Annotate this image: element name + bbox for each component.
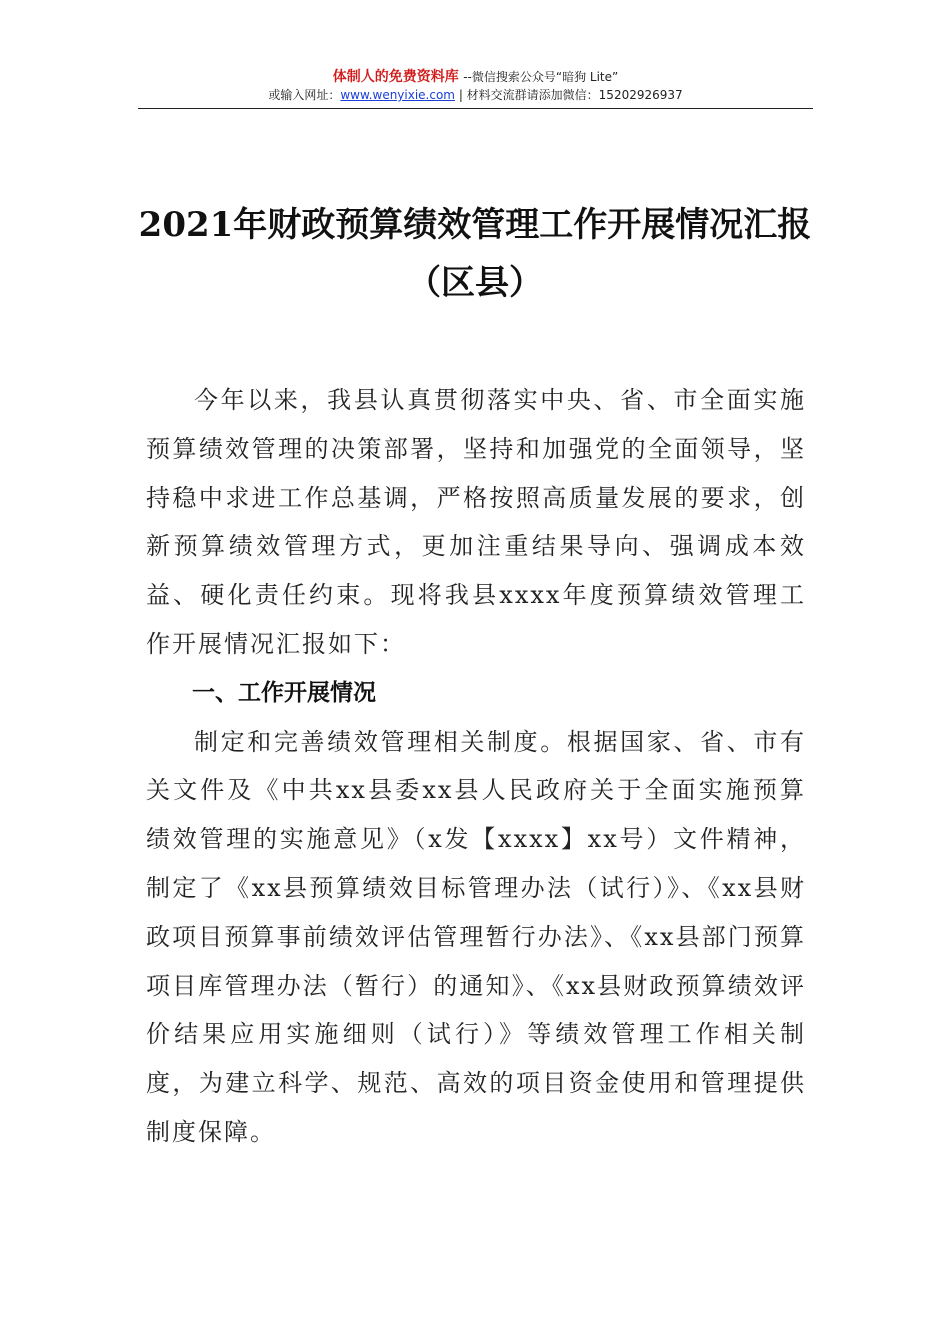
section-heading-work-progress: 一、工作开展情况: [192, 679, 376, 706]
document-body: [146, 376, 806, 1157]
section1-paragraph: 制定和完善绩效管理相关制度。根据国家、省、市有关文件及《中共xx县委xx县人民政府关于全面实施预算绩效管理的实施意见》（x发【xxxx】xx号）文件精神，制定了《xx县预算绩效目标管理办法（试行）》、《xx县财政项目预算事前绩效评估管理暂行办法》、《xx县部门预算项目库管理办法（暂行）的通知》、《xx县财政预算绩效评价结果应用实施细则（试行）》等绩效管理工作相关制度，为建立科学、规范、高效的项目资金使用和管理提供制度保障。: [146, 727, 806, 1146]
website-link[interactable]: www.wenyixie.com: [340, 88, 455, 102]
document-title: 2021年财政预算绩效管理工作开展情况汇报（区县）: [138, 205, 812, 303]
contact-info: | 材料交流群请添加微信：15202926937: [455, 88, 683, 102]
header-line-brand: [138, 68, 813, 86]
page-header: [138, 68, 813, 104]
intro-paragraph: 今年以来，我县认真贯彻落实中央、省、市全面实施预算绩效管理的决策部署，坚持和加强党的全面领导，坚持稳中求进工作总基调，严格按照高质量发展的要求，创新预算绩效管理方式，更加注重结果导向、强调成本效益、硬化责任约束。现将我县xxxx年度预算绩效管理工作开展情况汇报如下：: [146, 386, 806, 658]
header-tagline: --微信搜索公众号“暗狗 Lite”: [463, 70, 619, 84]
header-divider: [138, 108, 813, 109]
url-prefix: 或输入网址：: [268, 88, 341, 102]
brand-name: 体制人的免费资料库: [332, 69, 459, 85]
header-line-contact: [138, 86, 813, 104]
